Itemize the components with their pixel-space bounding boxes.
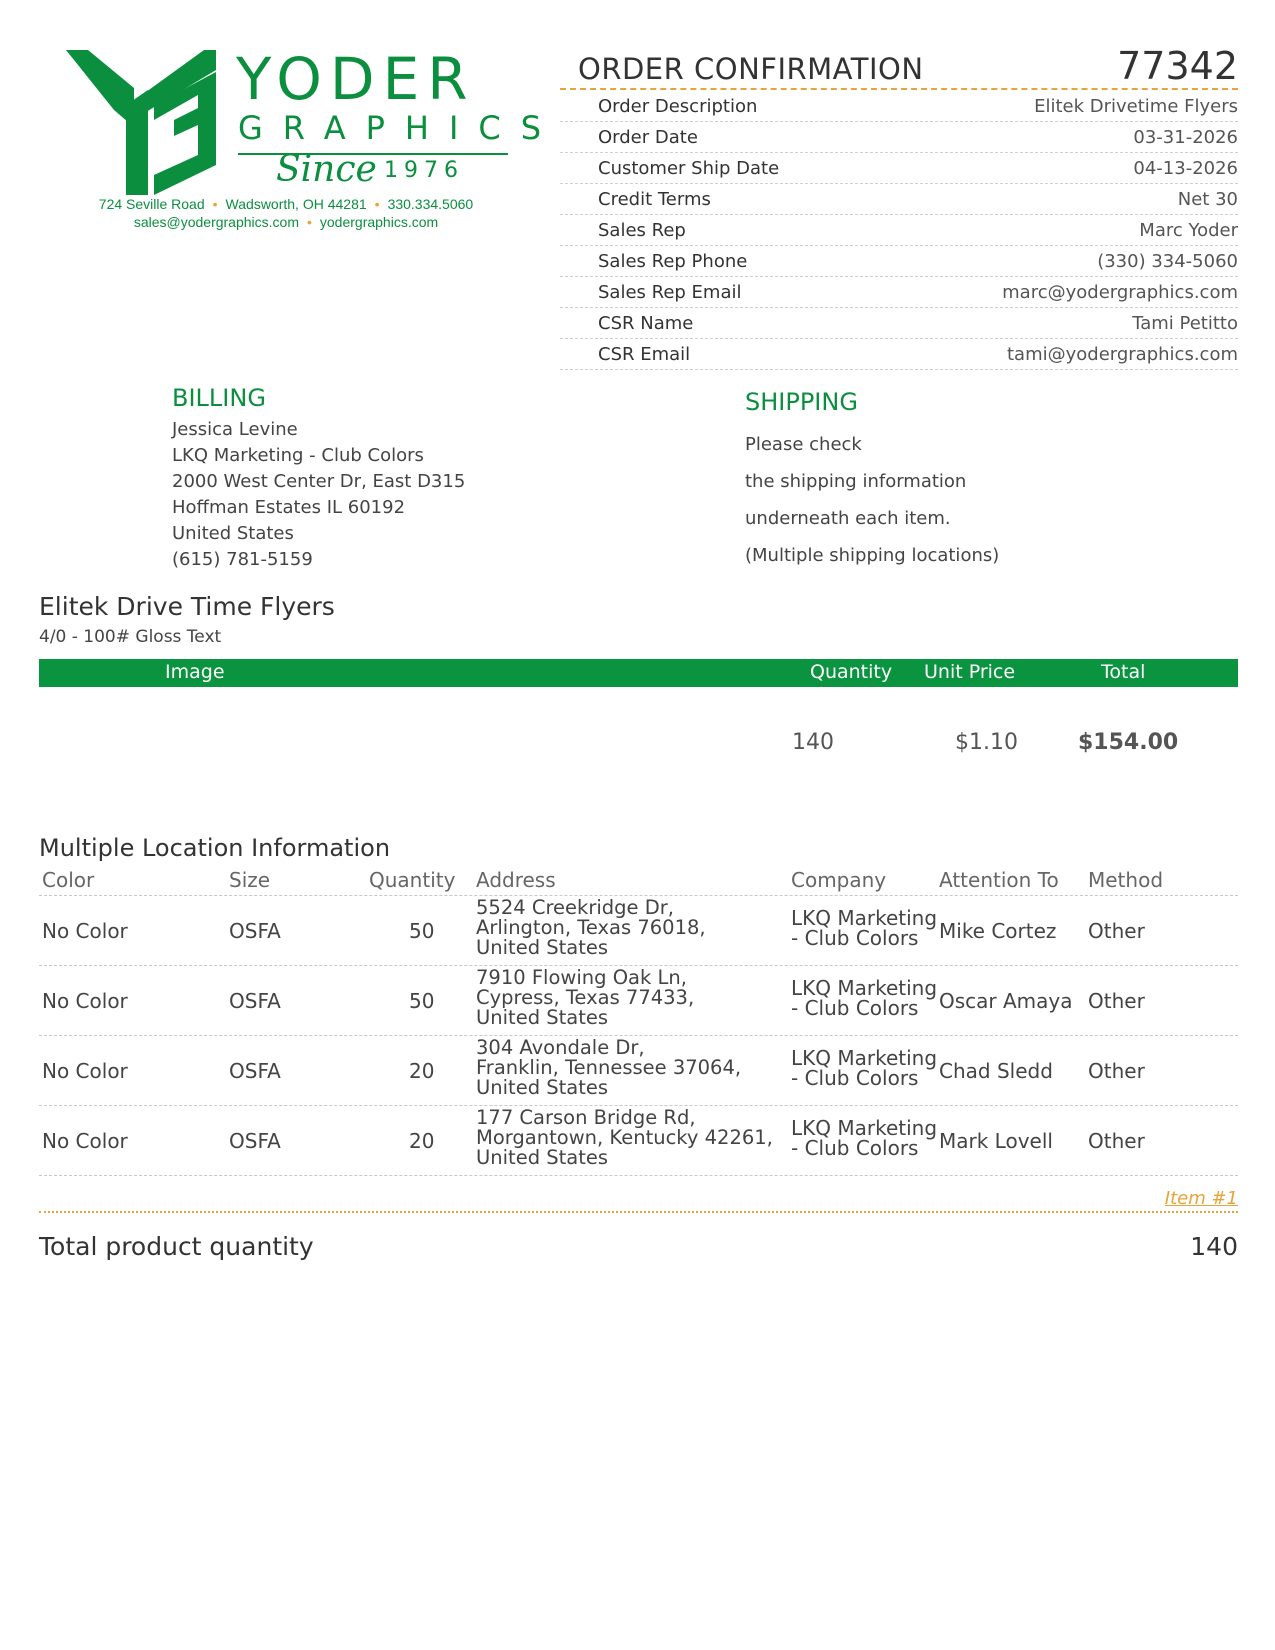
order-row-label: Order Date [598,126,698,148]
order-row-value: Marc Yoder [1139,219,1238,241]
cell-size: OSFA [229,919,281,943]
total-quantity-label: Total product quantity [39,1232,314,1261]
company-phone: 330.334.5060 [387,196,474,212]
total-quantity-value: 140 [1190,1232,1238,1261]
cell-quantity: 50 [409,989,435,1013]
billing-line: Hoffman Estates IL 60192 [172,497,406,518]
logo-since: Since [276,149,377,190]
cell-attention-to: Chad Sledd [939,1059,1053,1083]
cell-quantity: 20 [409,1059,435,1083]
product-subtitle: 4/0 - 100# Gloss Text [39,627,222,647]
order-row-label: Order Description [598,95,758,117]
company-address: 724 Seville Road [98,196,205,212]
order-row [560,153,1238,184]
order-row-value: 04-13-2026 [1133,157,1238,179]
address-line: Arlington, Texas 76018, [476,916,706,939]
cell-method: Other [1088,1129,1145,1153]
order-row [560,339,1238,370]
cell-color: No Color [42,989,128,1013]
shipping-line: the shipping information [745,471,967,492]
order-row-value[interactable]: tami@yodergraphics.com [1006,343,1238,365]
company-line: LKQ Marketing [791,1116,938,1140]
shipping-line: Please check [745,434,862,455]
cell-attention-to: Oscar Amaya [939,989,1073,1013]
col-attention-to: Attention To [939,868,1059,892]
cell-quantity: 50 [409,919,435,943]
address-line: United States [476,936,609,959]
order-row-label: Sales Rep [598,219,686,241]
table-row [39,1036,1238,1106]
logo-subtitle: GRAPHICS [238,109,562,147]
order-row [560,277,1238,308]
order-row-label: Credit Terms [598,188,711,210]
company-logo [66,45,562,240]
logo-contact-line-2 [66,214,506,230]
cell-size: OSFA [229,989,281,1013]
separator-dot: • [212,196,218,212]
cell-color: No Color [42,919,128,943]
cell-address [476,898,706,958]
logo-contact-line-1 [66,196,506,212]
cell-attention-to: Mike Cortez [939,919,1057,943]
header-unit-price: Unit Price [924,661,1016,683]
logo-wordmark: YODER [236,45,476,113]
header-total: Total [1101,661,1146,683]
header-quantity: Quantity [810,661,893,683]
billing-line: LKQ Marketing - Club Colors [172,445,424,466]
order-row-label: Customer Ship Date [598,157,780,179]
logo-year: 1976 [384,158,464,183]
address-line: United States [476,1006,609,1029]
order-number: 77342 [1117,44,1238,88]
order-details [560,91,1238,370]
table-row [39,1106,1238,1176]
order-row [560,122,1238,153]
billing-line: 2000 West Center Dr, East D315 [172,471,466,492]
address-line: 304 Avondale Dr, [476,1036,645,1059]
address-line: Morgantown, Kentucky 42261, [476,1126,773,1149]
cell-quantity: 20 [409,1129,435,1153]
company-line: - Club Colors [791,1066,919,1090]
order-row [560,215,1238,246]
address-line: Franklin, Tennessee 37064, [476,1056,742,1079]
order-row [560,246,1238,277]
company-line: LKQ Marketing [791,1046,938,1070]
company-line: - Club Colors [791,926,919,950]
cell-address [476,1038,741,1098]
order-row-value: Net 30 [1177,188,1238,210]
product-unit-price: $1.10 [955,730,1018,755]
locations-title: Multiple Location Information [39,834,391,862]
col-method: Method [1088,868,1164,892]
col-address: Address [476,868,556,892]
order-row-label: CSR Email [598,343,691,365]
order-row-value: (330) 334-5060 [1097,250,1238,272]
cell-company [791,908,937,948]
order-row [560,308,1238,339]
col-size: Size [229,868,271,892]
order-row-value: Tami Petitto [1132,312,1238,334]
product-total: $154.00 [1078,730,1179,755]
address-line: United States [476,1146,609,1169]
col-company: Company [791,868,887,892]
product-table-header [39,659,1238,687]
company-line: LKQ Marketing [791,976,938,1000]
order-row-label: Sales Rep Phone [598,250,748,272]
product-title: Elitek Drive Time Flyers [39,592,335,621]
address-line: 5524 Creekridge Dr, [476,896,674,919]
cell-size: OSFA [229,1059,281,1083]
shipping-line: (Multiple shipping locations) [745,545,1000,566]
cell-method: Other [1088,1059,1145,1083]
col-quantity: Quantity [369,868,456,892]
cell-company [791,978,937,1018]
company-line: - Club Colors [791,1136,919,1160]
billing-line: Jessica Levine [172,419,298,440]
col-color: Color [42,868,95,892]
address-line: 7910 Flowing Oak Ln, [476,966,687,989]
cell-color: No Color [42,1059,128,1083]
header-image: Image [165,661,225,683]
company-line: LKQ Marketing [791,906,938,930]
company-website[interactable]: yodergraphics.com [319,214,439,230]
separator-dot: • [306,214,312,230]
cell-color: No Color [42,1129,128,1153]
address-line: 177 Carson Bridge Rd, [476,1106,696,1129]
locations-header [39,866,1238,896]
order-row [560,184,1238,215]
billing-title: BILLING [172,384,266,412]
address-line: United States [476,1076,609,1099]
cell-method: Other [1088,919,1145,943]
order-header [560,46,1238,90]
company-city: Wadsworth, OH 44281 [225,196,367,212]
billing-line: (615) 781-5159 [172,549,313,570]
product-quantity: 140 [792,730,834,755]
order-row-value: 03-31-2026 [1133,126,1238,148]
cell-address [476,968,694,1028]
shipping-line: underneath each item. [745,508,951,529]
order-row-value[interactable]: marc@yodergraphics.com [1002,281,1238,303]
company-line: - Club Colors [791,996,919,1020]
shipping-title: SHIPPING [745,388,858,416]
company-email[interactable]: sales@yodergraphics.com [133,214,299,230]
address-line: Cypress, Texas 77433, [476,986,695,1009]
yoder-graphics-logo-mark [66,50,216,195]
cell-size: OSFA [229,1129,281,1153]
order-row-label: CSR Name [598,312,694,334]
separator-dot: • [374,196,380,212]
item-tag: Item #1 [1164,1188,1238,1209]
cell-attention-to: Mark Lovell [939,1129,1053,1153]
order-row [560,91,1238,122]
order-row-value: Elitek Drivetime Flyers [1034,95,1238,117]
table-row [39,896,1238,966]
cell-method: Other [1088,989,1145,1013]
billing-line: United States [172,523,294,544]
order-row-label: Sales Rep Email [598,281,742,303]
cell-company [791,1118,937,1158]
cell-company [791,1048,937,1088]
cell-address [476,1108,773,1168]
item-divider [39,1211,1238,1213]
order-title: ORDER CONFIRMATION [578,52,924,86]
table-row [39,966,1238,1036]
